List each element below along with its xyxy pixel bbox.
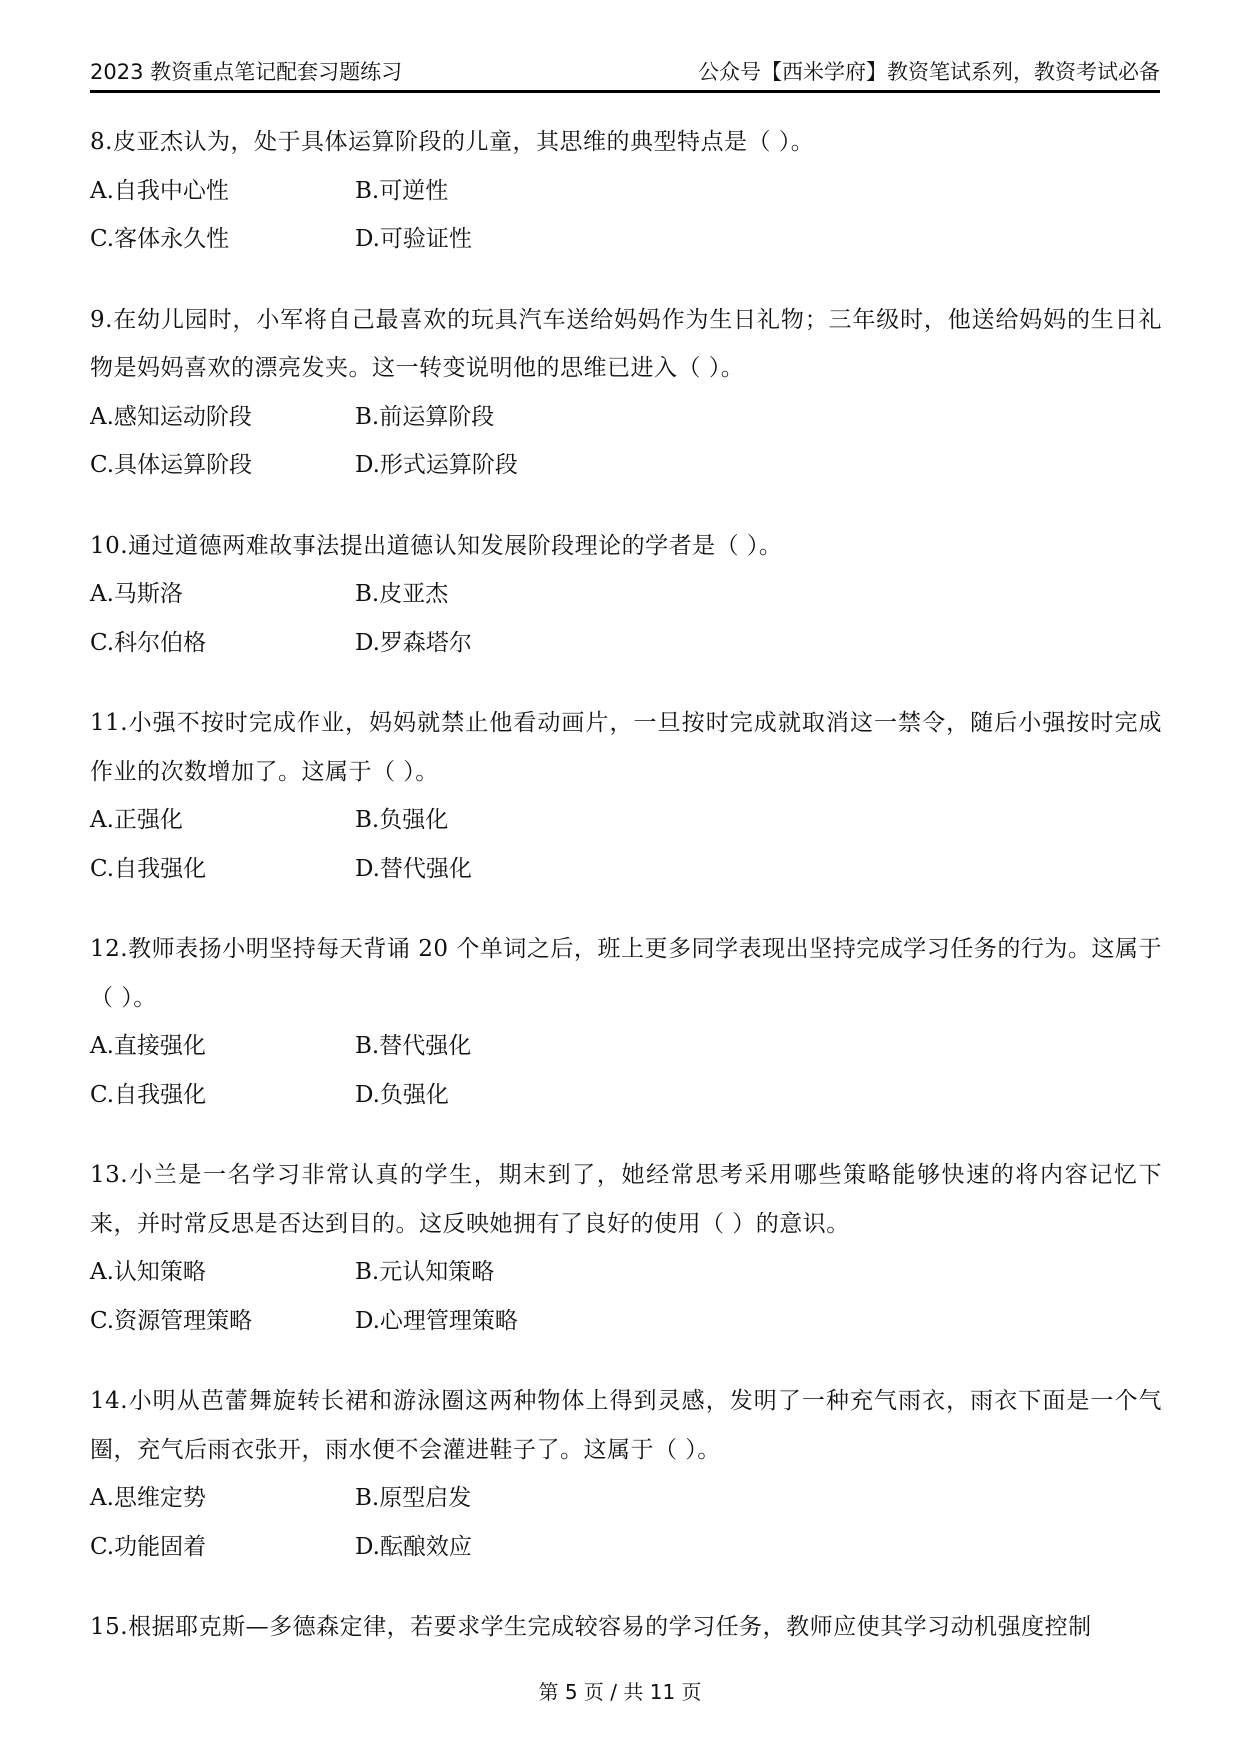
question-13 (90, 1151, 1162, 1345)
option-b: B.原型启发 (355, 1485, 472, 1511)
option-c: C.自我强化 (90, 1081, 207, 1108)
header-source: 公众号【西米学府】教资笔试系列，教资考试必备 (698, 60, 1160, 84)
question-stem: 12.教师表扬小明坚持每天背诵 20 个单词之后，班上更多同学表现出坚持完成学习任务的行为。这属于（ ）。 (90, 936, 1162, 1011)
options (90, 570, 1162, 667)
option-d: D.负强化 (355, 1081, 449, 1108)
question-stem: 14.小明从芭蕾舞旋转长裙和游泳圈这两种物体上得到灵感，发明了一种充气雨衣，雨衣下面是一个气圈，充气后雨衣张开，雨水便不会灌进鞋子了。这属于（ ）。 (90, 1388, 1162, 1463)
option-d: D.心理管理策略 (355, 1307, 518, 1334)
option-a: A.直接强化 (90, 1033, 206, 1059)
question-14 (90, 1377, 1162, 1571)
option-a: A.自我中心性 (90, 177, 229, 204)
option-c: C.具体运算阶段 (90, 452, 253, 478)
page-header (90, 56, 1160, 93)
option-c: C.功能固着 (90, 1533, 207, 1560)
option-b: B.前运算阶段 (355, 403, 495, 430)
option-a: A.思维定势 (90, 1485, 206, 1511)
options (90, 796, 1162, 893)
header-title: 2023 教资重点笔记配套习题练习 (90, 60, 403, 84)
option-b: B.元认知策略 (355, 1259, 495, 1285)
page-number: 第 5 页 / 共 11 页 (538, 1680, 702, 1704)
option-d: D.形式运算阶段 (355, 452, 518, 478)
option-c: C.客体永久性 (90, 226, 230, 252)
question-stem: 13.小兰是一名学习非常认真的学生，期末到了，她经常思考采用哪些策略能够快速的将内容记忆下来，并时常反思是否达到目的。这反映她拥有了良好的使用（ ）的意识。 (90, 1162, 1162, 1237)
question-stem: 15.根据耶克斯—多德森定律，若要求学生完成较容易的学习任务，教师应使其学习动机强度控制 (90, 1614, 1092, 1640)
options (90, 1022, 1162, 1119)
question-8 (90, 118, 1162, 264)
option-d: D.可验证性 (355, 226, 472, 252)
options (90, 167, 1162, 264)
question-stem: 11.小强不按时完成作业，妈妈就禁止他看动画片，一旦按时完成就取消这一禁令，随后小强按时完成作业的次数增加了。这属于（ ）。 (90, 710, 1162, 785)
option-a: A.认知策略 (90, 1259, 206, 1285)
question-stem: 10.通过道德两难故事法提出道德认知发展阶段理论的学者是（ ）。 (90, 532, 783, 559)
options (90, 1248, 1162, 1345)
question-stem: 9.在幼儿园时，小军将自己最喜欢的玩具汽车送给妈妈作为生日礼物；三年级时，他送给妈妈的生日礼物是妈妈喜欢的漂亮发夹。这一转变说明他的思维已进入（ ）。 (90, 306, 1162, 381)
question-list (90, 118, 1162, 1684)
option-b: B.皮亚杰 (355, 581, 449, 607)
options (90, 1474, 1162, 1571)
option-b: B.负强化 (355, 807, 449, 833)
question-12 (90, 925, 1162, 1119)
question-stem: 8.皮亚杰认为，处于具体运算阶段的儿童，其思维的典型特点是（ ）。 (90, 129, 815, 155)
question-10 (90, 522, 1162, 668)
options (90, 393, 1162, 490)
option-c: C.自我强化 (90, 855, 207, 882)
question-9 (90, 296, 1162, 490)
option-a: A.感知运动阶段 (90, 403, 252, 430)
page-footer (0, 1676, 1240, 1705)
option-d: D.替代强化 (355, 855, 472, 882)
option-a: A.正强化 (90, 807, 183, 833)
option-a: A.马斯洛 (90, 581, 183, 607)
option-d: D.罗森塔尔 (355, 629, 472, 656)
option-d: D.酝酿效应 (355, 1533, 472, 1560)
option-c: C.科尔伯格 (90, 629, 207, 656)
option-b: B.替代强化 (355, 1033, 472, 1059)
option-c: C.资源管理策略 (90, 1307, 253, 1334)
option-b: B.可逆性 (355, 177, 449, 204)
question-11 (90, 699, 1162, 893)
question-15 (90, 1603, 1162, 1652)
